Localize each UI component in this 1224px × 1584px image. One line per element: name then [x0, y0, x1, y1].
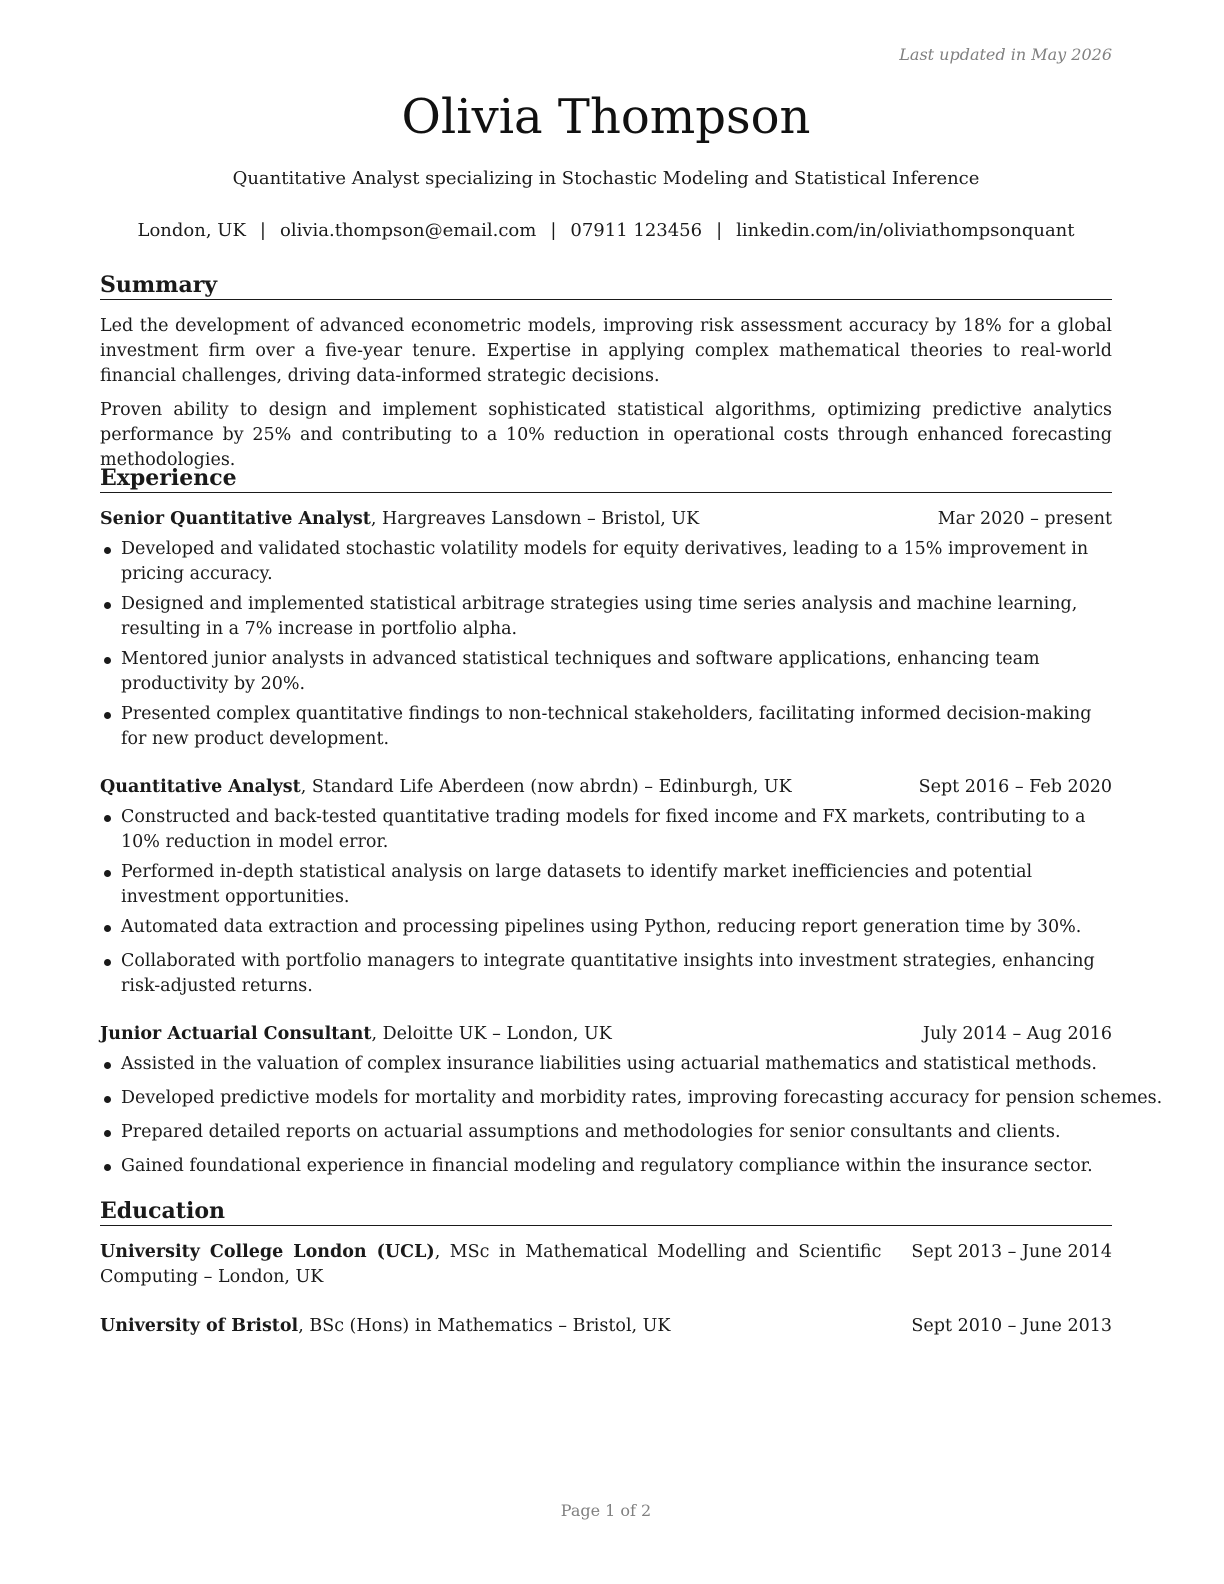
bullet-item: Constructed and back-tested quantitative trading models for fixed income and FX markets, contributing to a 10% reduction in model error.: [100, 805, 1112, 855]
education-school: University College London (UCL): [100, 1242, 435, 1262]
bullet-item: Performed in-depth statistical analysis on large datasets to identify market inefficiencies and potential investment opportunities.: [100, 860, 1112, 910]
contact-location: London, UK: [137, 220, 246, 241]
job-dates: Mar 2020 – present: [937, 509, 1112, 529]
education-detail: , MSc in Mathematical Modelling and Scientific Computing – London, UK: [100, 1242, 882, 1287]
education-dates: Sept 2010 – June 2013: [911, 1316, 1112, 1336]
bullet-item: Assisted in the valuation of complex insurance liabilities using actuarial mathematics and statistical methods.: [100, 1052, 1112, 1077]
job-header: [100, 775, 1112, 800]
job-role: Senior Quantitative Analyst: [100, 509, 371, 529]
summary-paragraph: Proven ability to design and implement sophisticated statistical algorithms, optimizing predictive analytics performance by 25% and contributing to a 10% reduction in operational costs through enhanced forecasting methodologies.: [100, 400, 1112, 470]
bullet-item: Developed and validated stochastic volatility models for equity derivatives, leading to a 15% improvement in pricing accuracy.: [100, 537, 1112, 587]
job-bullets: [100, 537, 1112, 752]
job-org: , Hargreaves Lansdown – Bristol, UK: [370, 509, 700, 529]
last-updated: Last updated in May 2026: [899, 45, 1112, 64]
contact-separator: |: [716, 220, 723, 241]
bullet-item: Presented complex quantitative findings to non-technical stakeholders, facilitating informed decision-making for new product development.: [100, 702, 1112, 752]
contact-linkedin[interactable]: linkedin.com/in/oliviathompsonquant: [736, 220, 1075, 241]
bullet-item: Gained foundational experience in financial modeling and regulatory compliance within the insurance sector.: [100, 1154, 1112, 1179]
contact-line: [100, 218, 1112, 244]
education-detail: , BSc (Hons) in Mathematics – Bristol, UK: [298, 1316, 671, 1336]
bullet-item: Automated data extraction and processing pipelines using Python, reducing report generation time by 30%.: [100, 915, 1112, 940]
job-org: , Deloitte UK – London, UK: [371, 1024, 612, 1044]
job-bullets: [100, 1052, 1163, 1179]
education-heading: Education: [100, 1197, 1112, 1226]
bullet-item: Prepared detailed reports on actuarial assumptions and methodologies for senior consultants and clients.: [100, 1120, 1112, 1145]
job-role: Junior Actuarial Consultant: [100, 1024, 372, 1044]
job-dates: Sept 2016 – Feb 2020: [918, 777, 1112, 797]
job-org: , Standard Life Aberdeen (now abrdn) – Edinburgh, UK: [300, 777, 792, 797]
bullet-item: Developed predictive models for mortality and morbidity rates, improving forecasting accuracy for pension schemes.: [100, 1086, 1112, 1111]
job-header: [100, 507, 1112, 532]
summary-paragraph: Led the development of advanced econometric models, improving risk assessment accuracy by 18% for a global investment firm over a five-year tenure. Expertise in applying complex mathematical theories to real-world financial challenges, driving data-informed strategic decisions.: [100, 316, 1112, 386]
bullet-item: Mentored junior analysts in advanced statistical techniques and software applications, enhancing team productivity by 20%.: [100, 647, 1112, 697]
resume-page: [100, 0, 1163, 1584]
candidate-name: Olivia Thompson: [401, 89, 811, 145]
experience-heading: Experience: [100, 464, 1112, 493]
job-role: Quantitative Analyst: [100, 777, 301, 797]
education-dates: Sept 2013 – June 2014: [911, 1242, 1112, 1262]
contact-phone: 07911 123456: [570, 220, 703, 241]
bullet-item: Designed and implemented statistical arbitrage strategies using time series analysis and machine learning, resulting in a 7% increase in portfolio alpha.: [100, 592, 1112, 642]
job-bullets: [100, 805, 1112, 999]
contact-separator: |: [259, 220, 266, 241]
education-entry: [100, 1314, 1112, 1339]
page-number: Page 1 of 2: [560, 1501, 652, 1520]
contact-email[interactable]: olivia.thompson@email.com: [279, 220, 537, 241]
contact-separator: |: [550, 220, 557, 241]
job-header: [100, 1022, 1112, 1047]
headline: Quantitative Analyst specializing in Stochastic Modeling and Statistical Inference: [232, 168, 980, 189]
bullet-item: Collaborated with portfolio managers to integrate quantitative insights into investment strategies, enhancing risk-adjusted returns.: [100, 949, 1112, 999]
education-school: University of Bristol: [100, 1316, 299, 1336]
job-dates: July 2014 – Aug 2016: [923, 1024, 1112, 1044]
summary-heading: Summary: [100, 271, 1112, 300]
education-entry: [100, 1240, 1112, 1290]
